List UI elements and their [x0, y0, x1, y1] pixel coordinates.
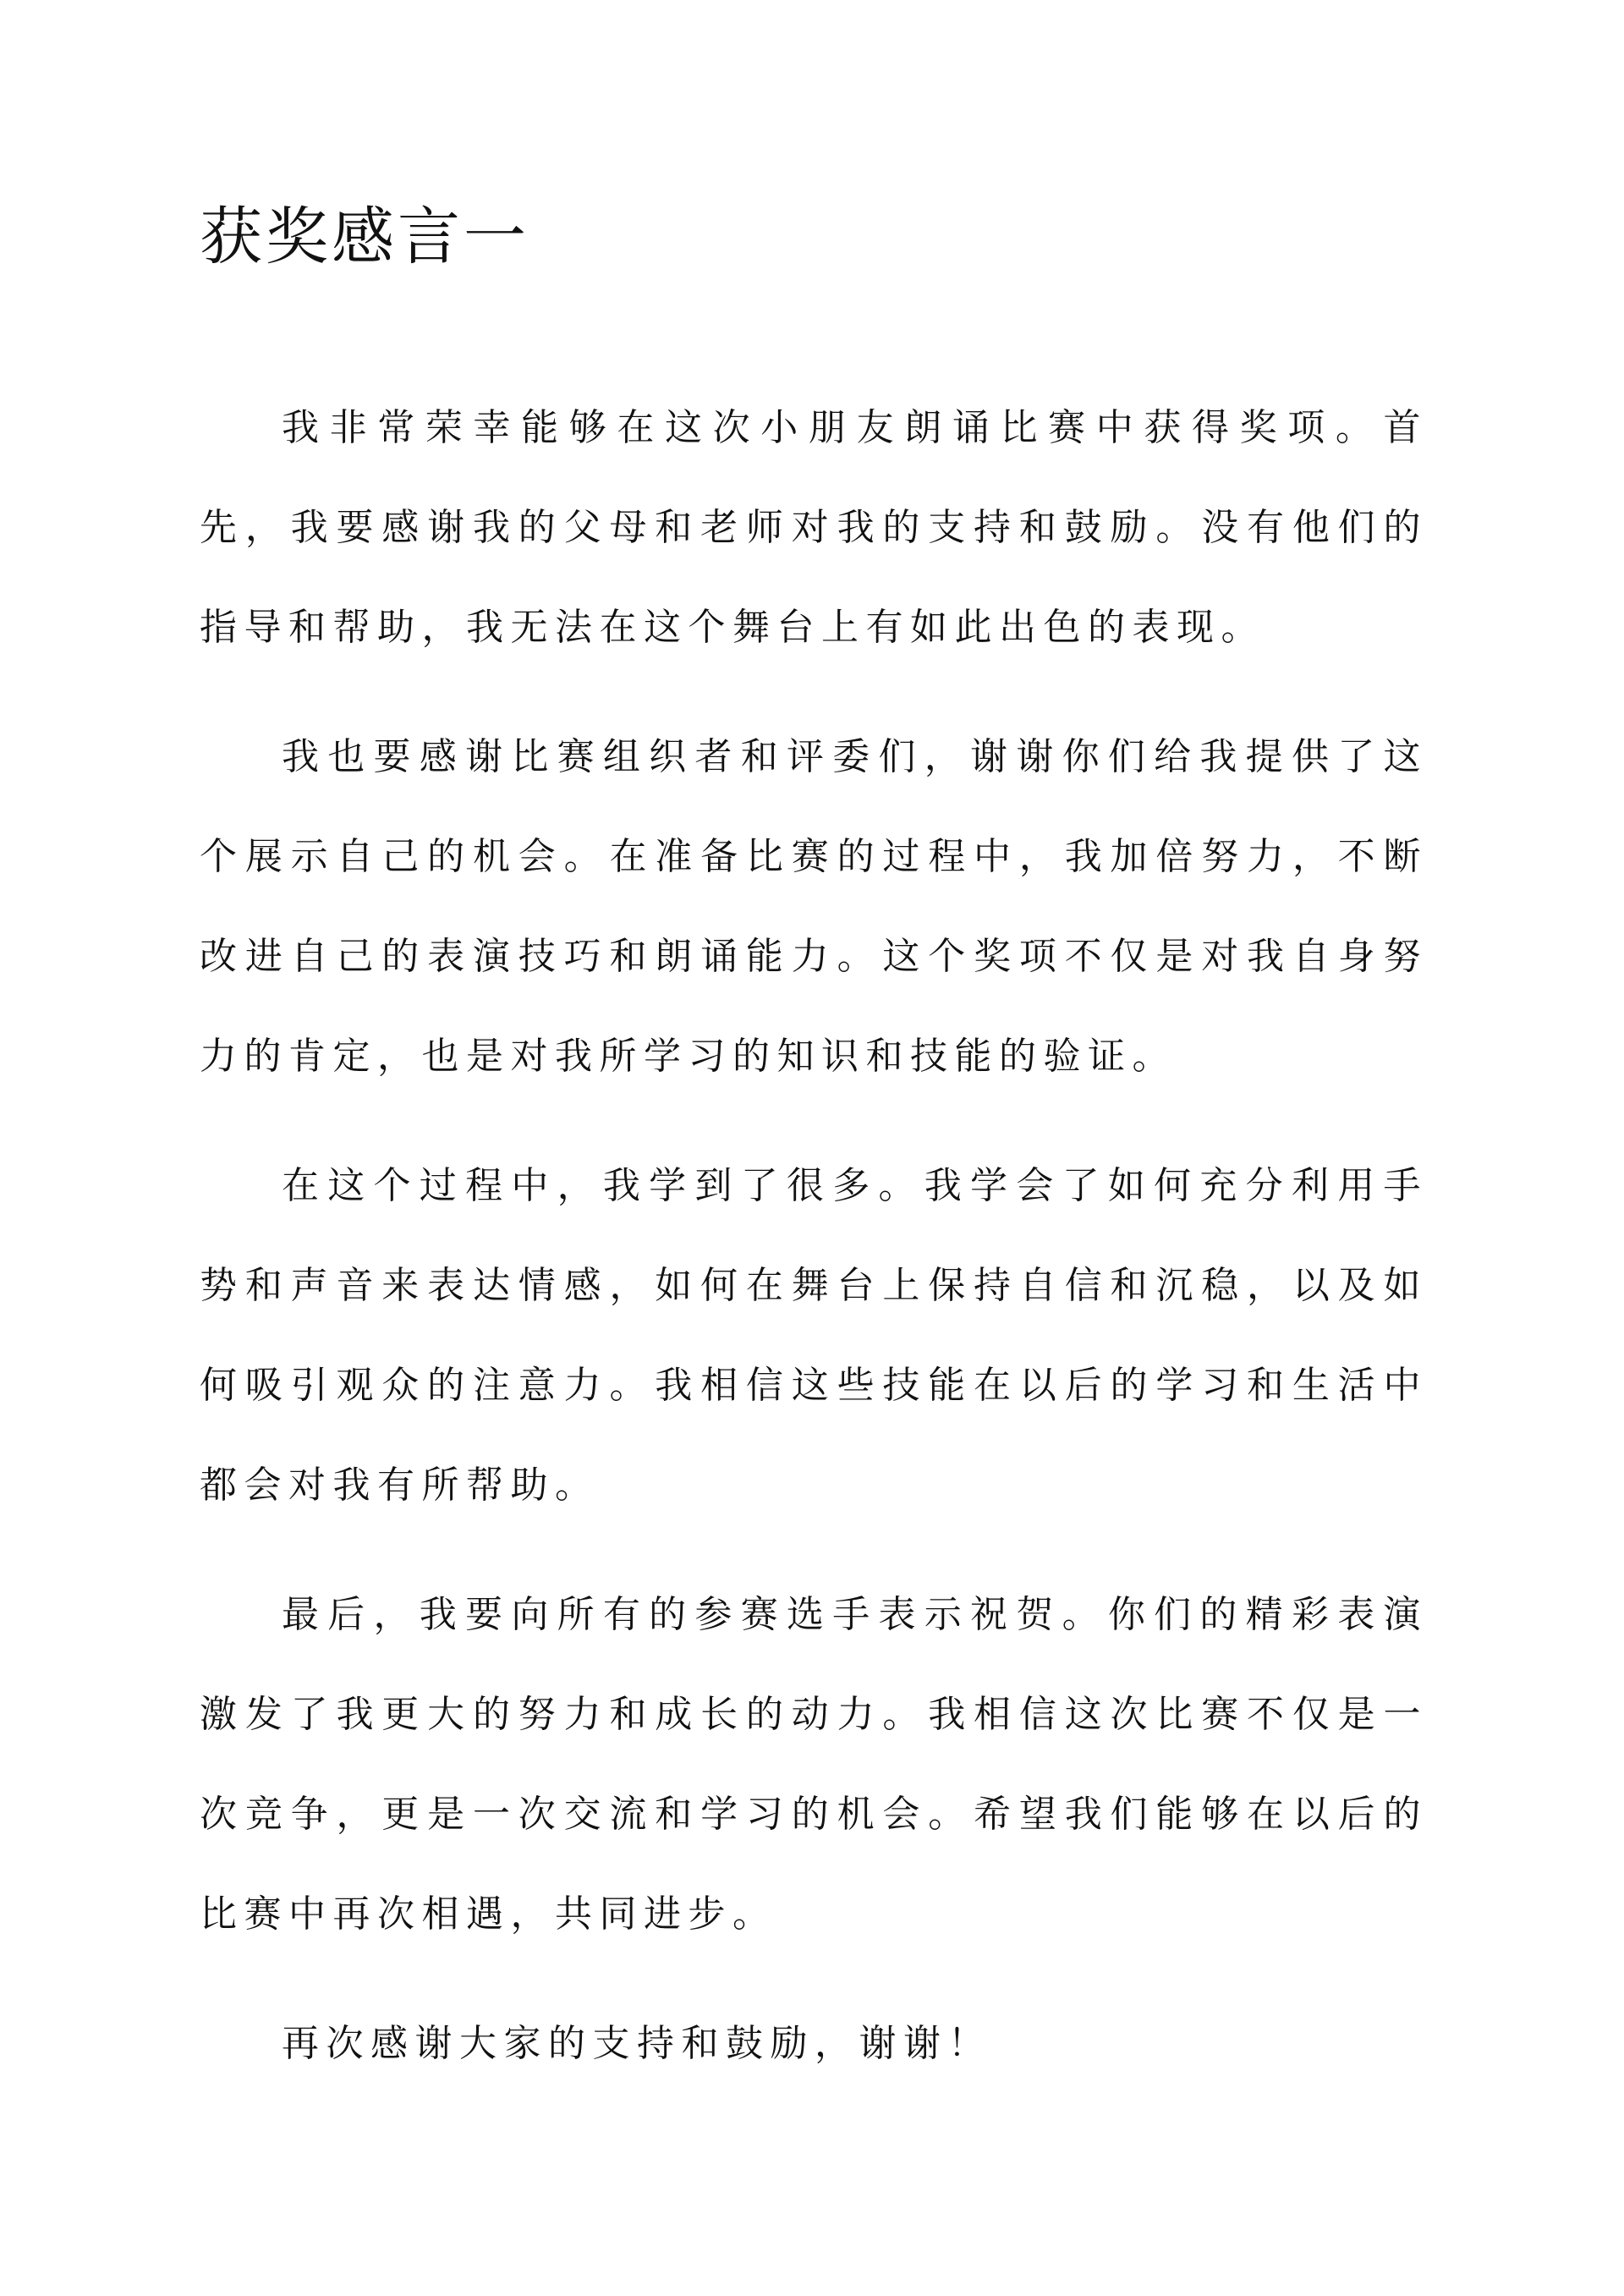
- paragraph-5: 再次感谢大家的支持和鼓励，谢谢！: [282, 2022, 992, 2065]
- paragraph-3: 在这个过程中，我学到了很多。我学会了如何充分利用手势和声音来表达情感，如何在舞台上保持自信和沉稳，以及如何吸引观众的注意力。我相信这些技能在以后的学习和生活中都会对我有所帮助。: [200, 1164, 1428, 1507]
- paragraph-4: 最后，我要向所有的参赛选手表示祝贺。你们的精彩表演激发了我更大的努力和成长的动力。我相信这次比赛不仅是一次竞争，更是一次交流和学习的机会。希望我们能够在以后的比赛中再次相遇，共同进步。: [200, 1593, 1428, 1936]
- document-page: [200, 0, 1428, 2296]
- document-body: [200, 378, 1428, 2094]
- document-title: 获奖感言一: [200, 200, 529, 273]
- paragraph-1: 我非常荣幸能够在这次小朋友朗诵比赛中获得奖项。首先，我要感谢我的父母和老师对我的支持和鼓励。没有他们的指导和帮助，我无法在这个舞台上有如此出色的表现。: [200, 406, 1428, 649]
- paragraph-2: 我也要感谢比赛组织者和评委们，谢谢你们给我提供了这个展示自己的机会。在准备比赛的过程中，我加倍努力，不断改进自己的表演技巧和朗诵能力。这个奖项不仅是对我自身努力的肯定，也是对我所学习的知识和技能的验证。: [200, 735, 1428, 1078]
